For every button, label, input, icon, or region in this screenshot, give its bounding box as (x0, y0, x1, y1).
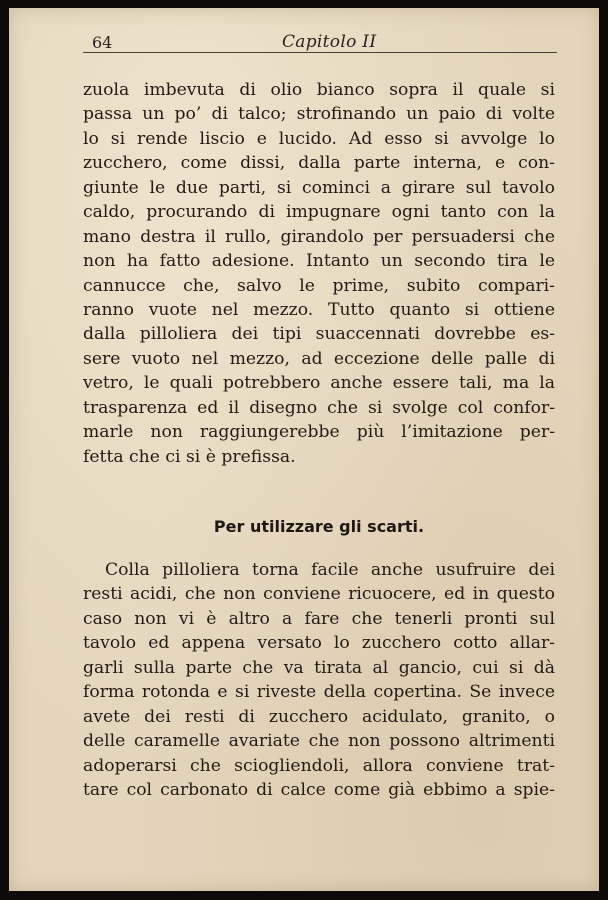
text-line: garli sulla parte che va tirata al gancio, cui si dà (83, 657, 555, 678)
text-line: trasparenza ed il disegno che si svolge col confor- (83, 397, 555, 418)
text-line: passa un po’ di talco; strofinando un paio di volte (83, 104, 555, 125)
text-line: forma rotonda e si riveste della copertina. Se invece (83, 682, 555, 703)
text-line: dalla pilloliera dei tipi suaccennati dovrebbe es- (83, 324, 555, 345)
text-line: non ha fatto adesione. Intanto un secondo tira le (83, 251, 555, 272)
page-number: 64 (92, 33, 113, 52)
section-heading: Per utilizzare gli scarti. (213, 517, 425, 536)
text-line: delle caramelle avariate che non possono altrimenti (83, 731, 555, 752)
text-line: sere vuoto nel mezzo, ad eccezione delle palle di (83, 348, 555, 369)
text-line: mano destra il rullo, girandolo per persuadersi che (83, 226, 555, 247)
text-line: caso non vi è altro a fare che tenerli pronti sul (83, 608, 555, 629)
header-rule (83, 52, 557, 53)
text-line: avete dei resti di zucchero acidulato, granito, o (83, 706, 555, 727)
text-line: tare col carbonato di calce come già ebbimo a spie- (83, 779, 555, 800)
text-line: Colla pilloliera torna facile anche usufruire dei (105, 560, 555, 580)
chapter-title: Capitolo II (282, 32, 377, 52)
text-line: resti acidi, che non conviene ricuocere, ed in questo (83, 584, 555, 605)
text-line: zuola imbevuta di olio bianco sopra il quale si (83, 80, 555, 100)
text-line: zucchero, come dissi, dalla parte interna, e con- (83, 153, 555, 174)
text-line: tavolo ed appena versato lo zucchero cotto allar- (83, 633, 555, 654)
running-head (92, 31, 566, 57)
text-line: cannucce che, salvo le prime, subito compari- (83, 275, 555, 296)
text-line: lo si rende liscio e lucido. Ad esso si avvolge lo (83, 128, 555, 149)
body-paragraph-2 (83, 558, 555, 802)
text-line: adoperarsi che sciogliendoli, allora conviene trat- (83, 755, 555, 776)
body-paragraph-1 (83, 78, 555, 469)
text-line: ranno vuote nel mezzo. Tutto quanto si ottiene (83, 299, 555, 320)
text-line: caldo, procurando di impugnare ogni tanto con la (83, 202, 555, 223)
text-line: giunte le due parti, si cominci a girare sul tavolo (83, 177, 555, 198)
text-line: fetta che ci si è prefissa. (83, 446, 296, 467)
text-line: marle non raggiungerebbe più l’imitazione per- (83, 422, 555, 443)
text-line: vetro, le quali potrebbero anche essere tali, ma la (83, 373, 555, 394)
